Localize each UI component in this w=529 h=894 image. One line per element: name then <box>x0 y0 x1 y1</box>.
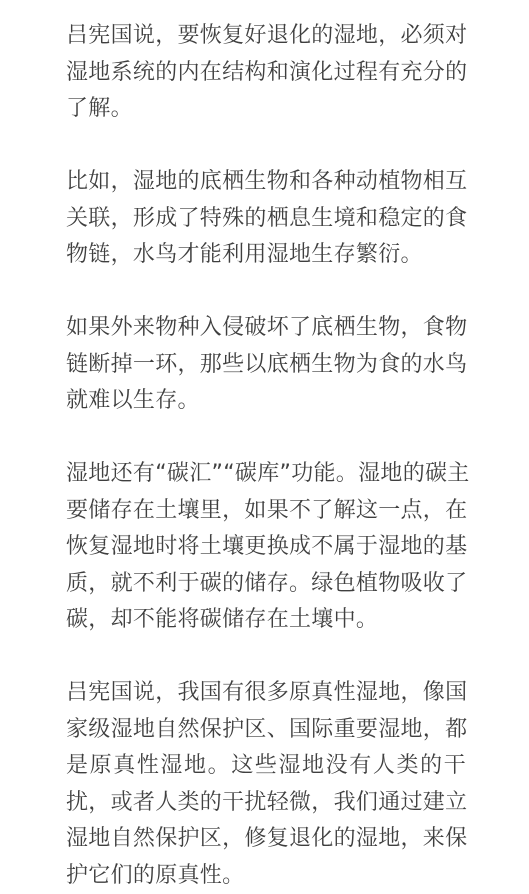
text-line: 吕宪国说，我国有很多原真性湿地，像国 <box>66 680 468 705</box>
paragraph-food-chain <box>66 164 466 274</box>
text-line: 质，就不利于碳的储存。绿色植物吸收了 <box>66 570 468 596</box>
text-line: 湿地系统的内在结构和演化过程有充分的 <box>66 59 468 85</box>
text-line: 物链，水鸟才能利用湿地生存繁衍。 <box>66 242 423 267</box>
text-line: 湿地自然保护区，修复退化的湿地，来保 <box>66 826 468 851</box>
paragraph-spacer <box>66 639 466 676</box>
text-line: 湿地还有“碳汇”“碳库”功能。湿地的碳主 <box>66 461 470 486</box>
text-line: 家级湿地自然保护区、国际重要湿地，都 <box>66 716 468 742</box>
text-line: 吕宪国说，要恢复好退化的湿地，必须对 <box>66 23 468 48</box>
paragraph-spacer <box>66 128 466 165</box>
text-line: 是原真性湿地。这些湿地没有人类的干 <box>66 753 466 778</box>
text-line: 就难以生存。 <box>66 388 200 413</box>
text-line: 要储存在土壤里，如果不了解这一点，在 <box>66 497 468 523</box>
paragraph-spacer <box>66 274 466 311</box>
text-line: 护它们的原真性。 <box>66 862 245 888</box>
text-line: 了解。 <box>66 96 133 121</box>
text-line: 关联，形成了特殊的栖息生境和稳定的食 <box>66 205 468 231</box>
text-line: 碳，却不能将碳储存在土壤中。 <box>66 607 379 632</box>
text-line: 比如，湿地的底栖生物和各种动植物相互 <box>66 169 468 194</box>
paragraph-pristine-wetlands <box>66 675 466 894</box>
paragraph-carbon-storage <box>66 456 470 639</box>
text-line: 恢复湿地时将土壤更换成不属于湿地的基 <box>66 534 468 559</box>
text-line: 链断掉一环，那些以底栖生物为食的水鸟 <box>66 351 468 377</box>
article-body <box>66 18 470 894</box>
text-line: 扰，或者人类的干扰轻微，我们通过建立 <box>66 789 468 815</box>
paragraph-spacer <box>66 420 466 457</box>
text-line: 如果外来物种入侵破坏了底栖生物，食物 <box>66 315 468 340</box>
paragraph-invasive-species <box>66 310 466 420</box>
paragraph-restoration-understanding <box>66 18 466 128</box>
